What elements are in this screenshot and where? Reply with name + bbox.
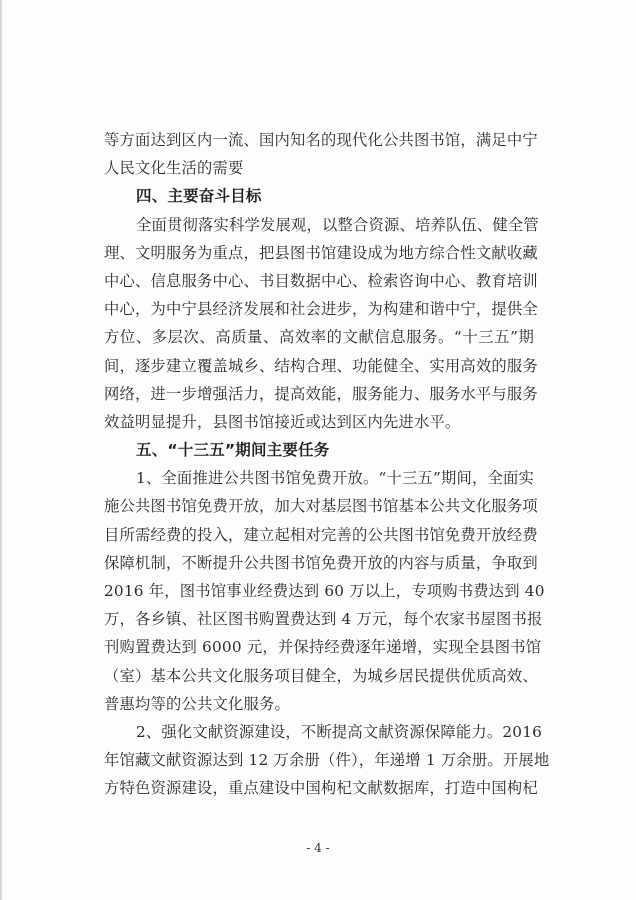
text-line: 2016 年，图书馆事业经费达到 60 万以上，专项购书费达到 40 (104, 582, 545, 600)
text-line: 全面贯彻落实科学发展观，以整合资源、培养队伍、健全管 (136, 215, 539, 234)
text-line: 2、强化文献资源建设，不断提高文献资源保障能力。2016 (136, 722, 543, 741)
text-line: 保障机制，不断提升公共图书馆免费开放的内容与质量，争取到 (104, 553, 538, 572)
text-line: 普惠均等的公共文化服务。 (104, 694, 290, 713)
text-line: 方特色资源建设，重点建设中国枸杞文献数据库，打造中国枸杞 (104, 779, 538, 798)
text-line: 中心，为中宁县经济发展和社会进步，为构建和谐中宁，提供全 (104, 300, 538, 319)
text-line: 效益明显提升，县图书馆接近或达到区内先进水平。 (104, 412, 461, 431)
text-line: 间，逐步建立覆盖城乡、结构合理、功能健全、实用高效的服务 (104, 356, 538, 375)
text-line: 网络，进一步增强活力，提高效能，服务能力、服务水平与服务 (104, 384, 538, 403)
text-line: 施公共图书馆免费开放，加大对基层图书馆基本公共文化服务项 (104, 497, 538, 516)
text-line: （室）基本公共文化服务项目健全，为城乡居民提供优质高效、 (104, 666, 538, 685)
text-line: 中心、信息服务中心、书目数据中心、检索咨询中心、教育培训 (104, 271, 538, 290)
section-heading-goals: 四、主要奋斗目标 (136, 187, 262, 206)
body-text (104, 126, 550, 803)
text-line: 刊购置费达到 6000 元，并保持经费逐年递增，实现全县图书馆 (104, 638, 542, 657)
section-heading-tasks: 五、“十三五”期间主要任务 (136, 441, 330, 460)
text-line: 等方面达到区内一流、国内知名的现代化公共图书馆，满足中宁 (104, 131, 538, 149)
scan-edge-shadow (0, 0, 3, 900)
text-line: 方位、多层次、高质量、高效率的文献信息服务。“十三五”期 (104, 328, 534, 347)
text-line: 1、全面推进公共图书馆免费开放。“十三五”期间，全面实 (136, 469, 534, 488)
page-number: - 4 - (306, 841, 330, 855)
text-line: 目所需经费的投入，建立起相对完善的公共图书馆免费开放经费 (104, 525, 538, 544)
text-line: 年馆藏文献资源达到 12 万余册（件），年递增 1 万余册。开展地 (104, 751, 550, 770)
text-line: 理、文明服务为重点，把县图书馆建设成为地方综合性文献收藏 (104, 243, 538, 262)
text-line: 万，各乡镇、社区图书购置费达到 4 万元，每个农家书屋图书报 (104, 610, 543, 629)
text-line: 人民文化生活的需要 (104, 159, 244, 178)
